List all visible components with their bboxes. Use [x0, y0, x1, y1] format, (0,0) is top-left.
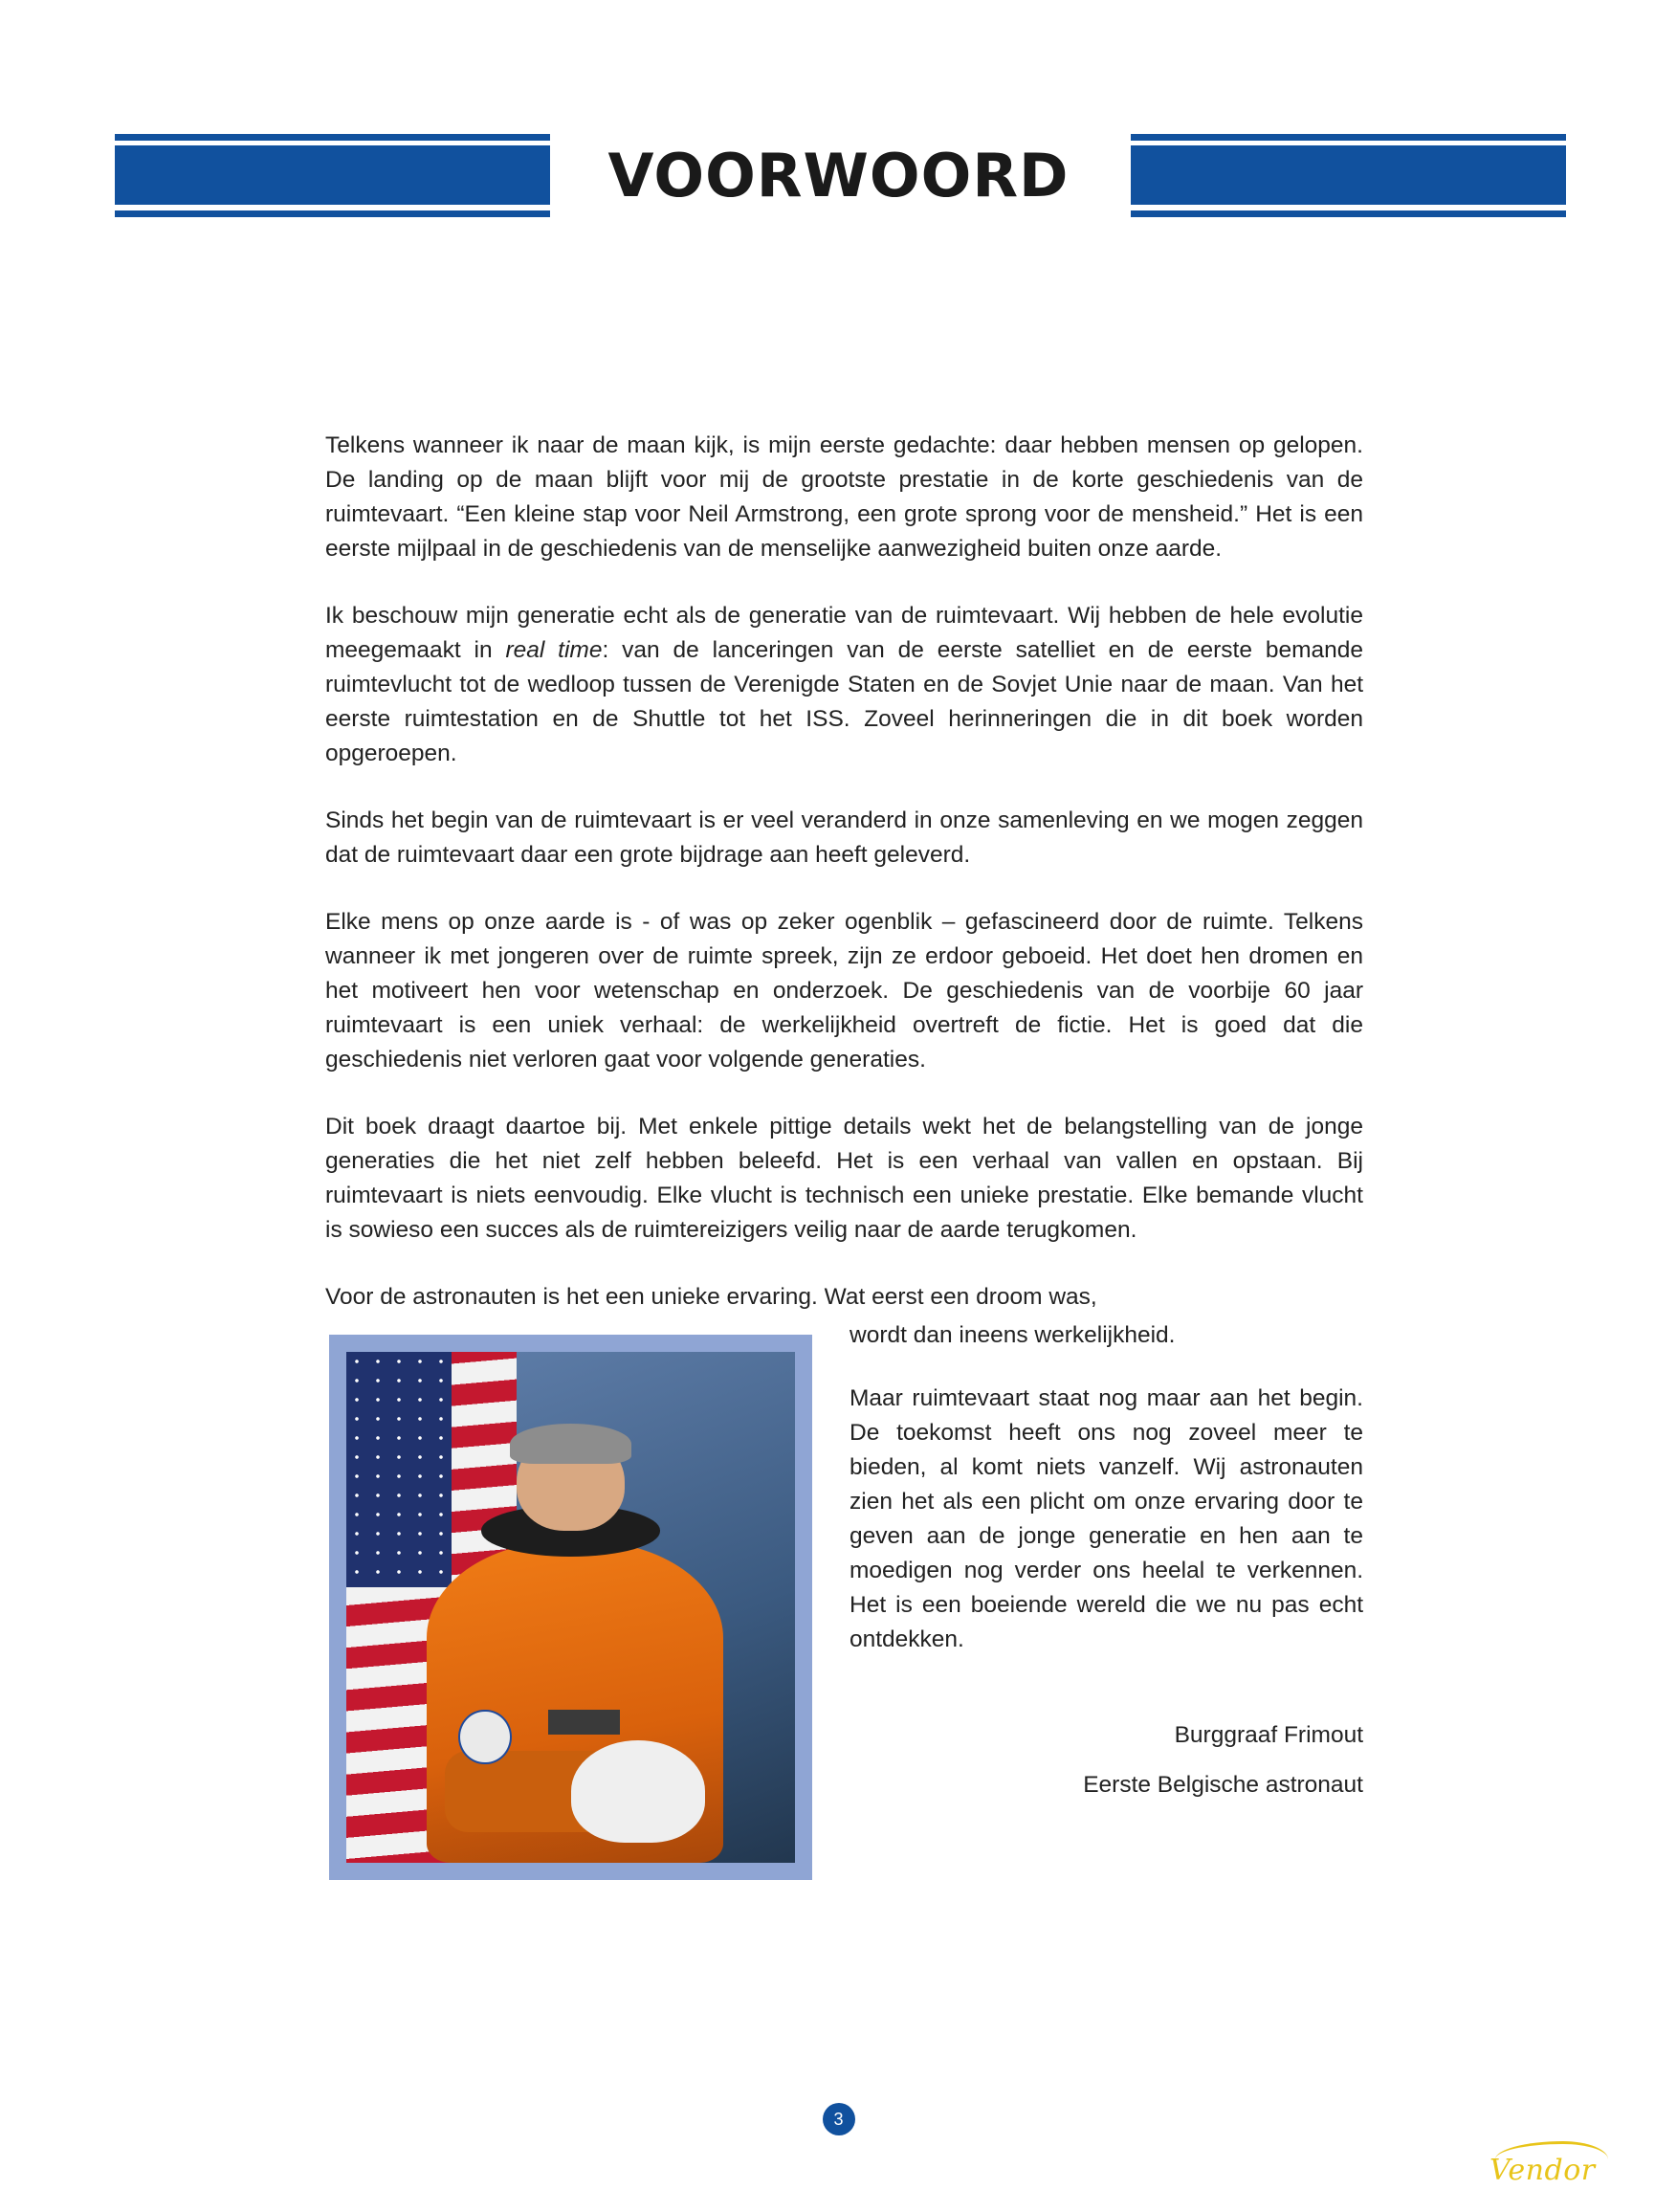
flag-canton — [346, 1352, 452, 1587]
page-number-badge: 3 — [823, 2103, 855, 2135]
signature-name: Burggraaf Frimout — [1174, 1722, 1363, 1748]
signature-block — [670, 1711, 1363, 1810]
paragraph-2-tail: : van de lanceringen van de eerste satelliet en de eerste bemande ruimtevlucht tot de wedloop tussen de Verenigde Staten en de Sovjet Unie naar de maan. Van het eerste ruimtestation en de Shuttle tot het ISS. Zoveel herinneringen die in dit boek worden opgeroepen. — [325, 637, 1363, 766]
paragraph-1: Telkens wanneer ik naar de maan kijk, is mijn eerste gedachte: daar hebben mensen op gelopen. De landing op de maan blijft voor mij de grootste prestatie in de korte geschiedenis van de ruimtevaart. “Een kleine stap voor Neil Armstrong, een grote sprong voor de mensheid.” Het is een eerste mijlpaal in de geschiedenis van de menselijke aanwezigheid buiten onze aarde. — [325, 432, 1363, 562]
logo-text: Vendor — [1489, 2154, 1596, 2187]
page-header — [0, 134, 1677, 277]
signature-role: Eerste Belgische astronaut — [1083, 1772, 1363, 1798]
flag-stars — [346, 1352, 452, 1587]
paragraph-2-italic: real time — [505, 637, 603, 663]
side-paragraph-1: wordt dan ineens werkelijkheid. — [850, 1322, 1176, 1348]
paragraph-3: Sinds het begin van de ruimtevaart is er veel veranderd in onze samenleving en we mogen zeggen dat de ruimtevaart daar een grote bijdrage aan heeft geleverd. — [325, 807, 1363, 868]
side-paragraph-2: Maar ruimtevaart staat nog maar aan het begin. De toekomst heeft ons nog zoveel meer te bieden, al komt niets vanzelf. Wij astronauten zien het als een plicht om onze ervaring door te geven aan de jonge generatie en hen aan te moedigen nog verder ons heelal te verkennen. Het is een boeiende wereld die we nu pas echt ontdekken. — [850, 1385, 1363, 1652]
vendor-logo — [1489, 2141, 1608, 2187]
article-body — [325, 429, 1363, 1315]
side-column — [850, 1318, 1363, 1686]
paragraph-6: Voor de astronauten is het een unieke ervaring. Wat eerst een droom was, — [325, 1284, 1097, 1310]
paragraph-2-lead: Ik beschouw mijn generatie echt als de generatie van de ruimtevaart. Wij hebben de hele evolutie meegemaakt in — [325, 603, 1363, 663]
paragraph-4: Elke mens op onze aarde is - of was op zeker ogenblik – gefascineerd door de ruimte. Telkens wanneer ik met jongeren over de ruimte spreek, zijn ze erdoor geboeid. Het doet hen dromen en het motiveert hen voor wetenschap en onderzoek. De geschiedenis van de voorbije 60 jaar ruimtevaart is een uniek verhaal: de werkelijkheid overtreft de fictie. Het is goed dat die geschiedenis niet verloren gaat voor volgende generaties. — [325, 909, 1363, 1073]
page-title: VOORWOORD — [607, 141, 1070, 210]
name-tag — [548, 1710, 620, 1736]
paragraph-5: Dit boek draagt daartoe bij. Met enkele pittige details wekt het de belangstelling van de jonge generaties die het niet zelf hebben beleefd. Het is een verhaal van vallen en opstaan. Bij ruimtevaart is niets eenvoudig. Elke vlucht is technisch een unieke prestatie. Elke bemande vlucht is sowieso een succes als de ruimtereizigers veilig naar de aarde terugkomen. — [325, 1114, 1363, 1243]
mission-patch-icon — [458, 1710, 512, 1764]
paragraph-2 — [325, 599, 1363, 771]
astronaut-hair — [510, 1424, 631, 1465]
